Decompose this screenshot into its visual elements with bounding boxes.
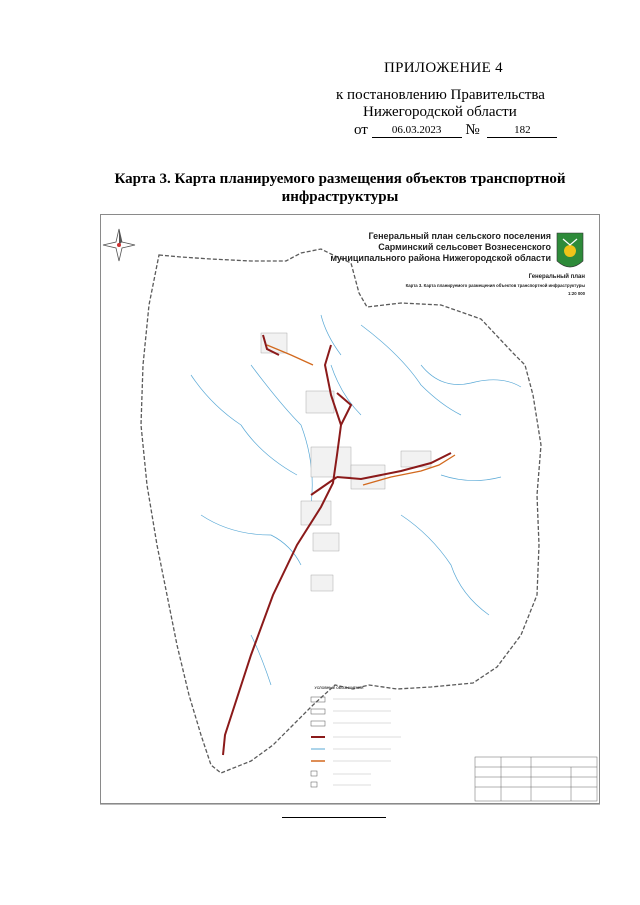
map-image (100, 214, 600, 804)
decree-number: 182 (487, 124, 557, 138)
legend-swatch-object (311, 771, 317, 776)
number-sign: № (465, 122, 480, 138)
settlement-boundary (141, 249, 541, 773)
decree-date: 06.03.2023 (372, 124, 462, 138)
from-label: от (354, 122, 368, 138)
decree-date-line (354, 122, 557, 139)
drawing-stamp (475, 757, 597, 801)
legend-swatch-district (311, 709, 325, 714)
legend-title: УСЛОВНЫЕ ОБОЗНАЧЕНИЯ (314, 686, 364, 690)
map-caption: Карта 3. Карта планируемого размещения объектов транспортной инфраструктуры (405, 283, 585, 288)
map-title-line-2: Сарминский сельсовет Вознесенского (378, 242, 551, 252)
appendix-number: ПРИЛОЖЕНИЕ 4 (384, 60, 503, 76)
map-drawing (101, 215, 599, 803)
map-scale: 1:20 000 (568, 291, 585, 296)
settlements (261, 333, 431, 591)
compass-rose-icon (103, 229, 135, 261)
map-title-line-3: муниципального района Нижегородской области (330, 253, 551, 263)
government-name: Нижегородской области (363, 104, 517, 120)
legend-swatch-object-2 (311, 782, 317, 787)
map-header (330, 231, 585, 296)
map-legend (311, 686, 401, 787)
rivers (191, 315, 521, 685)
bottom-rule (282, 817, 386, 818)
document-title: Карта 3. Карта планируемого размещения объектов транспортной инфраструктуры (114, 171, 566, 205)
legend-swatch-settlement (311, 721, 325, 726)
decree-reference: к постановлению Правительства (336, 87, 545, 103)
map-plan-label: Генеральный план (528, 274, 585, 280)
map-title-line-1: Генеральный план сельского поселения (368, 231, 551, 241)
district-emblem-icon (557, 233, 583, 267)
